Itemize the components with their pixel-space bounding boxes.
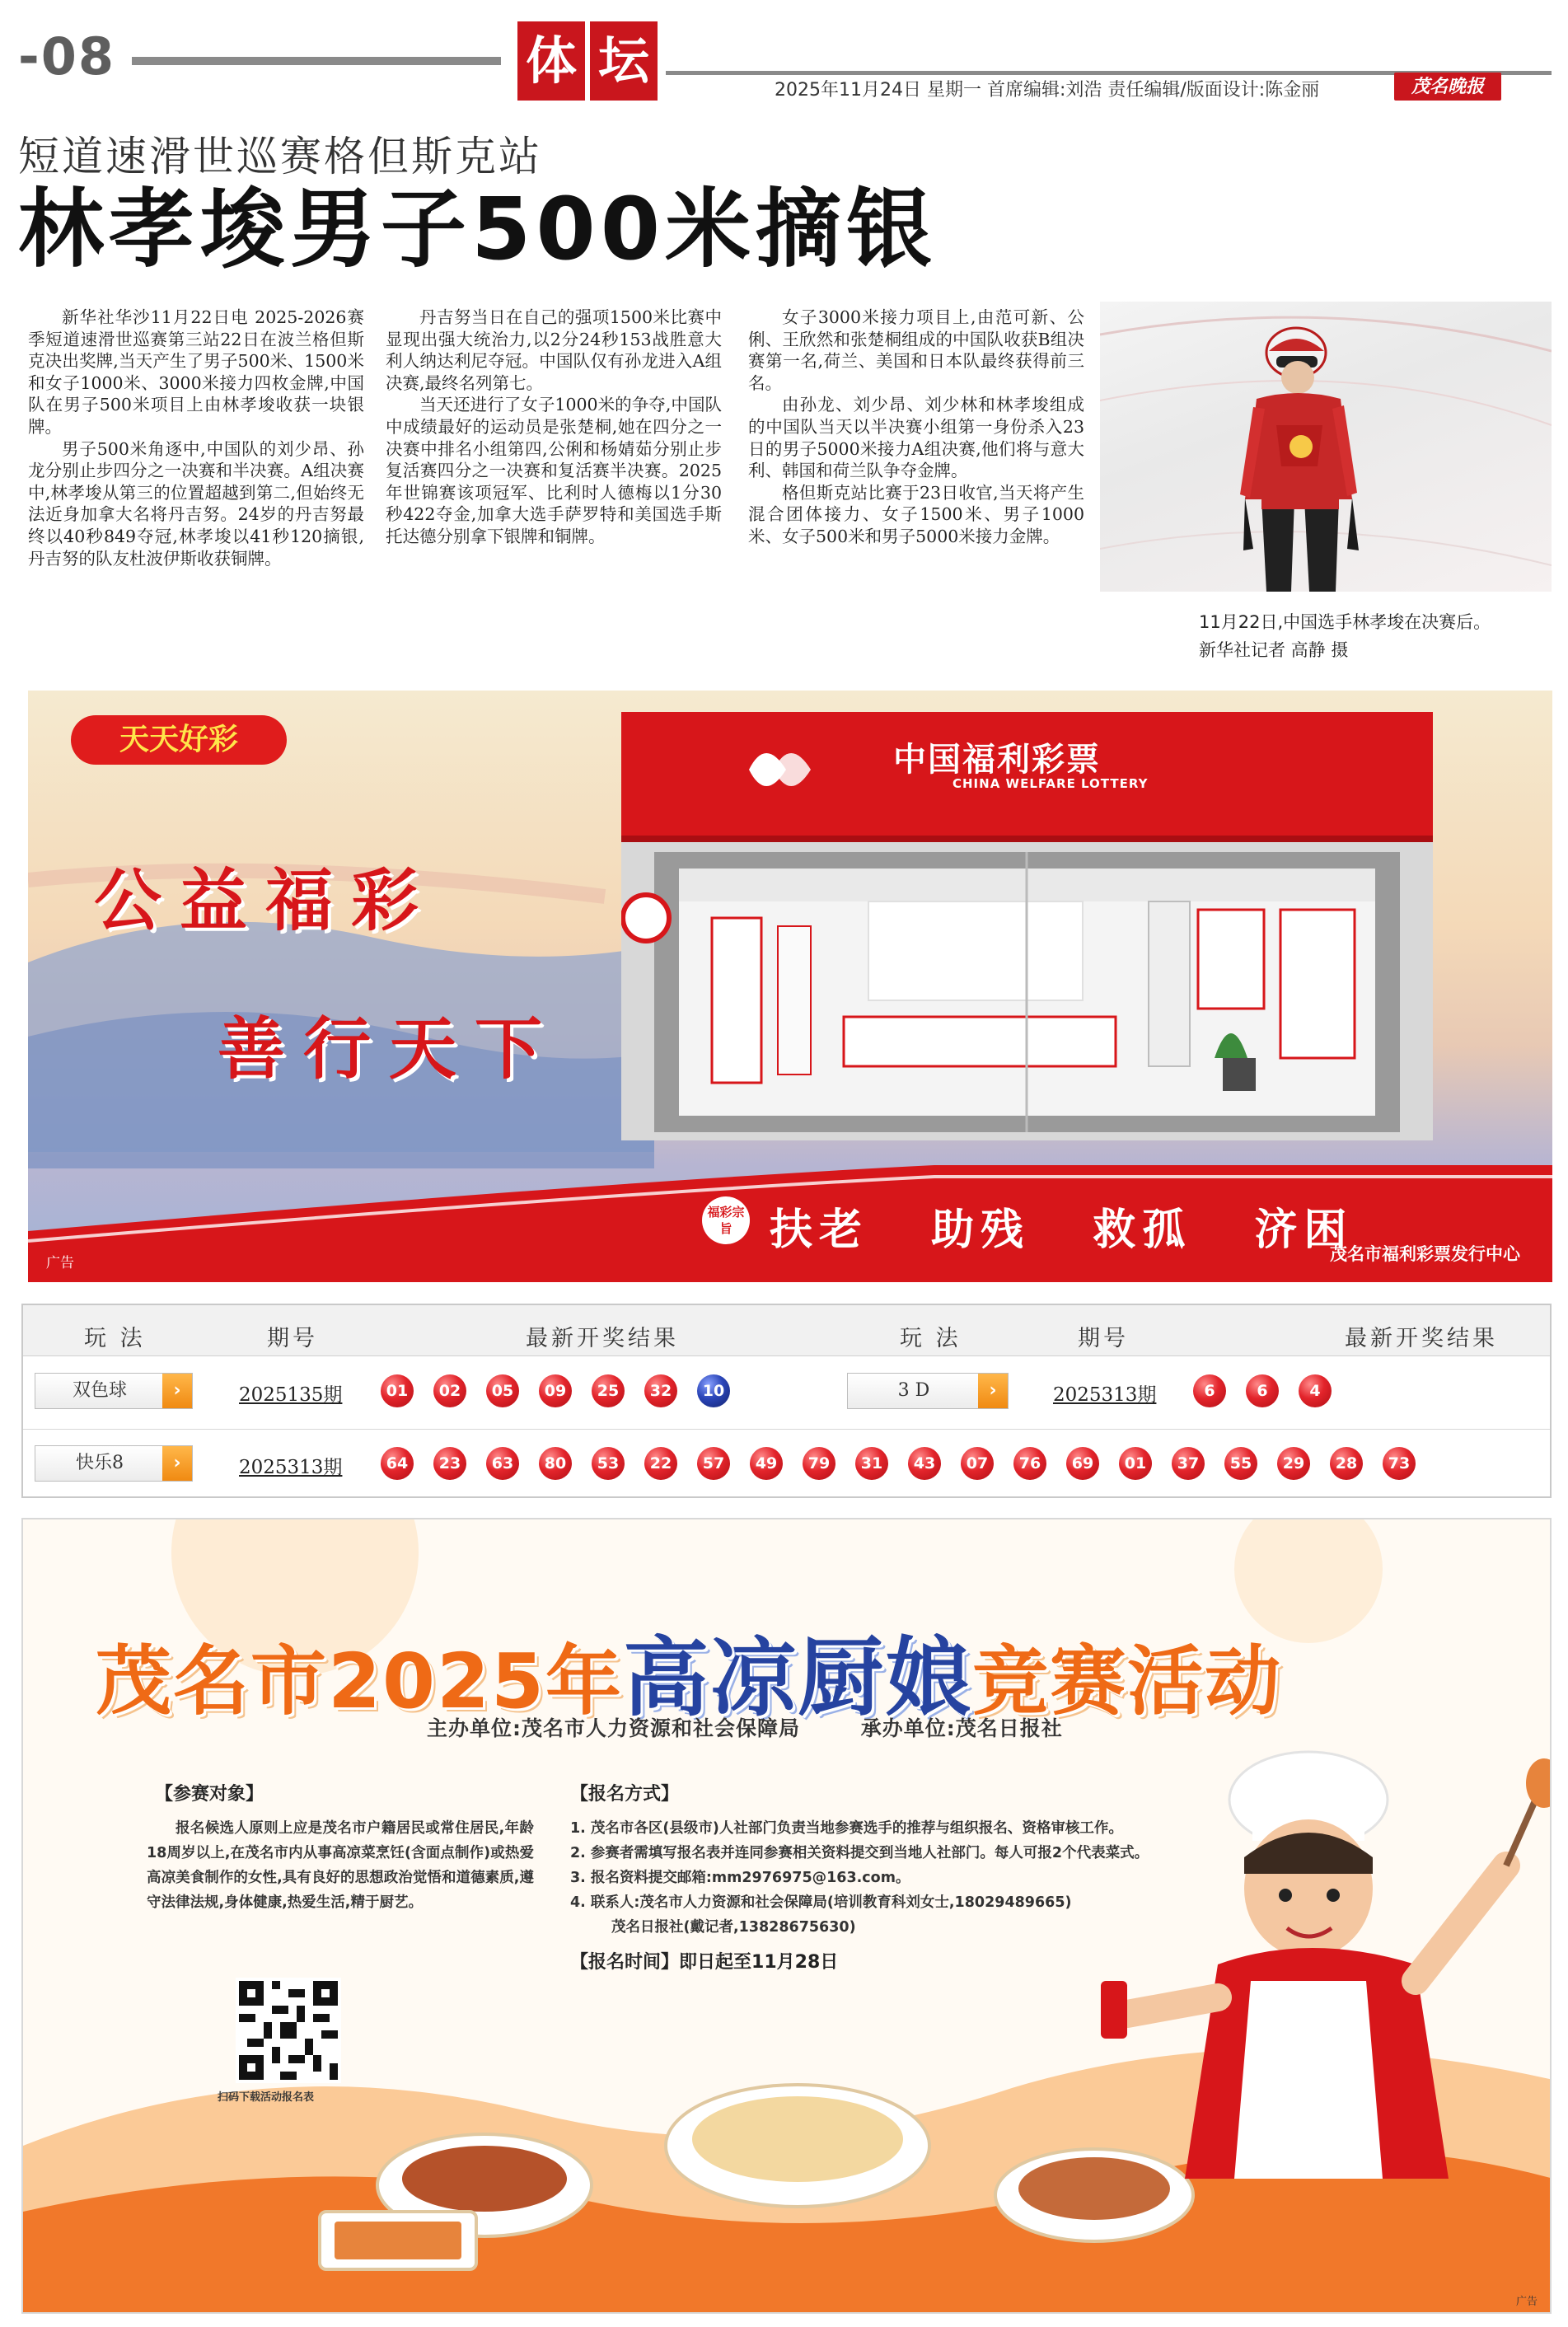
red-ball: 57 [697, 1447, 730, 1480]
host-unit: 主办单位:茂名市人力资源和社会保障局 [427, 1716, 800, 1740]
red-ball: 4 [1299, 1374, 1332, 1407]
article-paragraph: 女子3000米接力项目上,由范可新、公俐、王欣然和张楚桐组成的中国队收获B组决赛第一名,荷兰、美国和日本队最终获得前三名。 [748, 307, 1084, 393]
red-ball: 28 [1330, 1447, 1363, 1480]
chef-ad-title-part: 竞赛活动 [972, 1637, 1283, 1725]
registration-time-text: 即日起至11月28日 [679, 1952, 839, 1973]
red-ball: 31 [855, 1447, 888, 1480]
registration-time-heading: 【报名时间】 [570, 1952, 680, 1973]
game-button-3d[interactable] [847, 1373, 1009, 1409]
eligibility-heading: 【参赛对象】 [155, 1784, 264, 1805]
red-ball: 73 [1383, 1447, 1416, 1480]
chef-ad-title-highlight: 高凉厨娘 [623, 1627, 973, 1728]
registration-item: 茂名日报社(戴记者,13828675630) [611, 1919, 856, 1936]
red-ball: 01 [381, 1374, 414, 1407]
welfare-badge: 福彩宗旨 [702, 1196, 750, 1244]
red-ball: 09 [539, 1374, 572, 1407]
photo-caption [1199, 608, 1491, 664]
qr-code-label: 扫码下载活动报名表 [218, 2091, 315, 2104]
section-char-2: 坛 [590, 21, 658, 101]
red-ball: 43 [908, 1447, 941, 1480]
registration-heading: 【报名方式】 [570, 1784, 680, 1805]
red-ball: 37 [1172, 1447, 1205, 1480]
section-label [517, 21, 658, 101]
red-ball: 6 [1193, 1374, 1226, 1407]
photo-caption-line-1: 11月22日,中国选手林孝埈在决赛后。 [1199, 612, 1491, 632]
article-paragraph: 丹吉努当日在自己的强项1500米比赛中显现出强大统治力,以2分24秒153战胜意大利人纳达利尼夺冠。中国队仅有孙龙进入A组决赛,最终名列第七。 [386, 307, 722, 393]
red-ball: 02 [433, 1374, 466, 1407]
page-number: -08 [18, 26, 116, 87]
qr-code[interactable] [236, 1978, 341, 2083]
ad-slogan-1: 公益福彩 [94, 861, 438, 940]
red-ball: 49 [750, 1447, 783, 1480]
welfare-value: 济困 [1254, 1206, 1354, 1255]
lottery-issuer: 茂名市福利彩票发行中心 [1330, 1244, 1520, 1264]
period-link-3d[interactable]: 2025313期 [1053, 1384, 1157, 1406]
registration-item: 2. 参赛者需填写报名表并连同参赛相关资料提交到当地人社部门。每人可报2个代表菜式。 [570, 1845, 1149, 1861]
chef-ad-organizers [427, 1712, 1116, 1742]
article-headline: 林孝埈男子500米摘银 [18, 179, 938, 279]
red-ball: 80 [539, 1447, 572, 1480]
red-ball: 55 [1224, 1447, 1257, 1480]
red-ball: 69 [1066, 1447, 1099, 1480]
article-column-3 [748, 307, 1084, 548]
registration-time [570, 1948, 838, 1974]
red-ball: 64 [381, 1447, 414, 1480]
section-char-1: 体 [517, 21, 585, 101]
welfare-value: 助残 [931, 1206, 1031, 1255]
ad-tag: 天天好彩 [71, 715, 287, 765]
article-paragraph: 当天还进行了女子1000米的争夺,中国队中成绩最好的运动员是张楚桐,她在四分之一决赛中排名小组第四,公俐和杨婧茹分别止步复活赛四分之一决赛和复活赛半决赛。2025年世锦赛该项冠军、比利时人德梅以1分30秒422夺金,加拿大选手萨罗特和美国选手斯托达德分别拿下银牌和铜牌。 [386, 395, 722, 546]
article-paragraph: 新华社华沙11月22日电 2025-2026赛季短道速滑世巡赛第三站22日在波兰格但斯克决出奖牌,当天产生了男子500米、1500米和女子1000米、3000米接力四枚金牌,中国队在男子500米项目上由林孝埈收获一块银牌。 [28, 307, 364, 437]
header-game: 玩 法 [900, 1326, 962, 1351]
article-column-2 [386, 307, 722, 548]
results-header [23, 1305, 1550, 1356]
article-paragraph: 男子500米角逐中,中国队的刘少昂、孙龙分别止步四分之一决赛和半决赛。A组决赛中,林孝埈从第三的位置超越到第二,但始终无法近身加拿大名将丹吉努。24岁的丹吉努最终以40秒849夺冠,林孝埈以41秒120摘银,丹吉努的队友杜波伊斯收获铜牌。 [28, 438, 364, 569]
period-link-ssq[interactable]: 2025135期 [239, 1384, 343, 1406]
paper-logo: 茂名晚报 [1394, 73, 1501, 101]
article-paragraph: 格但斯克站比赛于23日收官,当天将产生混合团体接力、女子1500米、男子1000米、女子500米和男子5000米接力金牌。 [748, 482, 1084, 546]
organizer-unit: 承办单位:茂名日报社 [860, 1716, 1063, 1740]
header-info: 2025年11月24日 星期一 首席编辑:刘浩 责任编辑/版面设计:陈金丽 [775, 80, 1320, 101]
news-photo [1100, 302, 1552, 592]
game-name: 快乐8 [76, 1453, 124, 1473]
game-button-ssq[interactable] [35, 1373, 193, 1409]
chevron-right-icon: › [978, 1374, 1008, 1408]
red-ball: 23 [433, 1447, 466, 1480]
welfare-value: 扶老 [770, 1206, 869, 1255]
red-ball: 07 [961, 1447, 994, 1480]
red-ball: 05 [486, 1374, 519, 1407]
eligibility-text: 报名候选人原则上应是茂名市户籍居民或常住居民,年龄18周岁以上,在茂名市内从事高凉菜烹饪(含面点制作)或热爱高凉美食制作的女性,具有良好的思想政治觉悟和道德素质,遵守法律法规,身体健康,热爱生活,精于厨艺。 [147, 1820, 534, 1911]
red-ball: 22 [644, 1447, 677, 1480]
red-ball: 6 [1246, 1374, 1279, 1407]
article-column-1 [28, 307, 364, 569]
qr-code-icon [239, 1981, 338, 2080]
ad-label: 广告 [1516, 2296, 1538, 2308]
red-ball: 76 [1013, 1447, 1046, 1480]
results-divider [23, 1429, 1550, 1430]
red-ball: 25 [592, 1374, 625, 1407]
red-ball: 29 [1277, 1447, 1310, 1480]
red-ball: 63 [486, 1447, 519, 1480]
registration-item: 3. 报名资料提交邮箱:mm2976975@163.com。 [570, 1870, 910, 1886]
ad-label: 广告 [46, 1255, 74, 1271]
welfare-lottery-ad [28, 691, 1552, 1282]
chef-ad-title-part: 茂名市2025年 [96, 1637, 624, 1725]
game-name: 双色球 [72, 1380, 127, 1401]
red-ball: 79 [803, 1447, 835, 1480]
welfare-value: 救孤 [1093, 1206, 1192, 1255]
header-latest: 最新开奖结果 [526, 1326, 679, 1351]
header-period: 期号 [1078, 1326, 1129, 1351]
chevron-right-icon: › [162, 1446, 192, 1481]
game-name: 3 D [897, 1380, 930, 1401]
chef-competition-ad [21, 1518, 1552, 2314]
article-paragraph: 由孙龙、刘少昂、刘少林和林孝埈组成的中国队当天以半决赛小组第一身份杀入23日的男子5000米接力A组决赛,他们将与意大利、韩国和荷兰队争夺金牌。 [748, 395, 1084, 481]
red-ball: 01 [1119, 1447, 1152, 1480]
period-link-kl8[interactable]: 2025313期 [239, 1457, 343, 1478]
registration-item: 4. 联系人:茂名市人力资源和社会保障局(培训教育科刘女士,18029489665) [570, 1894, 1072, 1911]
registration-list [570, 1816, 1149, 1940]
lottery-brand-en: CHINA WELFARE LOTTERY [953, 776, 1149, 791]
article-kicker: 短道速滑世巡赛格但斯克站 [18, 133, 542, 180]
lottery-results-table [21, 1304, 1552, 1498]
red-ball: 53 [592, 1447, 625, 1480]
chevron-right-icon: › [162, 1374, 192, 1408]
game-button-kl8[interactable] [35, 1445, 193, 1482]
header-game: 玩 法 [84, 1326, 146, 1351]
skater-photo-illustration [1100, 302, 1552, 592]
header-rule-left [132, 57, 501, 65]
header-period: 期号 [267, 1326, 318, 1351]
header-latest: 最新开奖结果 [1345, 1326, 1498, 1351]
blue-ball: 10 [697, 1374, 730, 1407]
registration-item: 1. 茂名市各区(县级市)人社部门负责当地参赛选手的推荐与组织报名、资格审核工作。 [570, 1820, 1123, 1837]
lottery-brand-cn: 中国福利彩票 [893, 741, 1101, 779]
ad-slogan-2: 善行天下 [218, 1009, 561, 1089]
photo-caption-line-2: 新华社记者 高静 摄 [1199, 640, 1349, 660]
red-ball: 32 [644, 1374, 677, 1407]
welfare-values [770, 1195, 1394, 1257]
